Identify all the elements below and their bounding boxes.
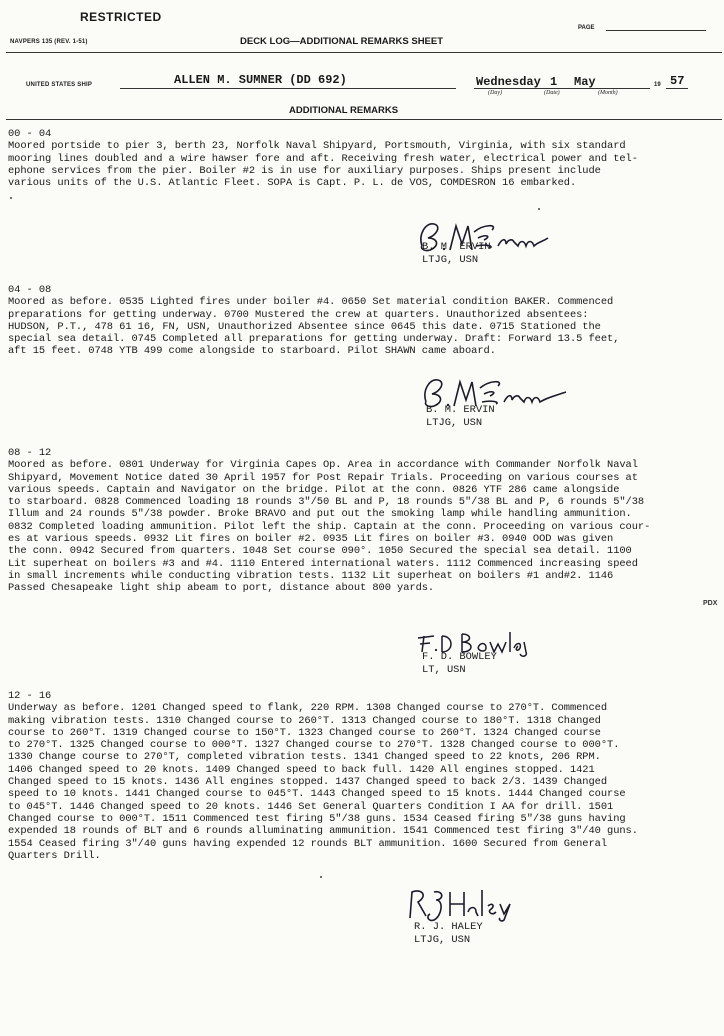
log-line: 1554 Ceased firing 3"/40 guns having expended 12 rounds BLT ammunition. 1600 Secured from General	[8, 837, 608, 850]
log-line: 1406 Changed speed to 20 knots. 1409 Changed speed to back full. 1420 All engines stopped. 1421	[8, 763, 595, 776]
scan-speck	[538, 208, 540, 210]
watch-period: 00 - 04	[8, 128, 52, 140]
date-caption: (Date)	[544, 90, 560, 96]
watch-entry-04-08	[8, 284, 720, 358]
month-value: May	[574, 75, 596, 89]
log-line: speed to 10 knots. 1441 Changed course to 045°T. 1443 Changed speed to 15 knots. 1444 Changed course	[8, 788, 626, 801]
log-line: various speeds. Captain and Navigator on the bridge. Pilot at the conn. 0826 YTF 286 came alongside	[8, 483, 620, 496]
year-line	[666, 88, 688, 89]
log-line: ephone services from the pier. Boiler #2 is in use for auxiliary purposes. Ships present include	[8, 164, 601, 177]
log-line: expended 18 rounds of BLT and 6 rounds alluminating ammunition. 1541 Commenced test firing 3"/40 guns.	[8, 825, 638, 838]
log-line: various units of the U.S. Atlantic Fleet. SOPA is Capt. P. L. de VOS, COMDESRON 16 embarked.	[8, 177, 577, 190]
classification-label: RESTRICTED	[80, 10, 162, 24]
signer-name: B. M. ERVIN	[426, 404, 495, 416]
signer-rank: LTJG, USN	[426, 417, 483, 429]
log-line: preparations for getting underway. 0700 Mustered the crew at quarters. Unauthorized absentees:	[8, 308, 589, 321]
year-value: 57	[670, 74, 685, 88]
log-line: making vibration tests. 1310 Changed course to 260°T. 1313 Changed course to 180°T. 1318 Changed	[8, 714, 601, 727]
form-number: NAVPERS 135 (REV. 1-51)	[10, 39, 88, 45]
signer-rank: LTJG, USN	[414, 934, 471, 946]
log-line: HUDSON, P.T., 478 61 16, FN, USN, Unauthorized Absentee since 0645 this date. 0715 Stationed the	[8, 320, 601, 333]
signer-name: B. M. ERVIN	[422, 241, 491, 253]
signer-rank: LTJG, USN	[422, 254, 479, 266]
log-line: es at various speeds. 0932 Lit fires on boiler #2. 0935 Lit fires on boiler #3. 0940 OOD was given	[8, 533, 614, 546]
log-line: Passed Chesapeake light ship abeam to port, distance about 800 yards.	[8, 582, 435, 595]
log-line: in small increments while conducting vibration tests. 1132 Lit superheat on boilers #1 and#2. 1146	[8, 569, 614, 582]
log-line: to 270°T. 1325 Changed course to 000°T. 1327 Changed course to 270°T. 1328 Changed course to 000°T.	[8, 739, 620, 752]
log-line: Underway as before. 1201 Changed speed to flank, 220 RPM. 1308 Changed course to 270°T. Commenced	[8, 702, 608, 715]
log-line: Changed speed to 15 knots. 1436 All engines stopped. 1437 Changed speed to back 2/3. 1439 Changed	[8, 776, 608, 789]
page-label: PAGE	[578, 25, 595, 31]
log-line: to starboard. 0828 Commenced loading 18 rounds 3"/50 BL and P, 18 rounds 5"/38 BL and P, 6 rounds 5"/38	[8, 496, 645, 509]
signer-rank: LT, USN	[422, 664, 466, 676]
watch-entry-00-04	[8, 128, 720, 189]
log-line: Changed course to 000°T. 1511 Commenced test firing 5"/38 guns. 1534 Ceased firing 5"/38 guns having	[8, 812, 626, 825]
ship-label: UNITED STATES SHIP	[26, 82, 93, 88]
watch-period: 08 - 12	[8, 447, 52, 459]
log-line: aft 15 feet. 0748 YTB 499 come alongside to starboard. Pilot SHAWN came aboard.	[8, 345, 496, 358]
log-line: mooring lines doubled and a wire hawser fore and aft. Receiving fresh water, electrical power and tel-	[8, 152, 638, 165]
sheet-title: DECK LOG—ADDITIONAL REMARKS SHEET	[240, 36, 444, 47]
log-line: Lit superheat on boilers #3 and #4. 1110 Entered international waters. 1112 Commenced increasing speed	[8, 557, 638, 570]
scan-speck	[320, 876, 322, 878]
watch-period: 12 - 16	[8, 690, 52, 702]
watch-entry-08-12	[8, 447, 720, 595]
watch-period: 04 - 08	[8, 284, 52, 296]
date-value: 1	[550, 75, 558, 89]
ship-name-line	[120, 88, 456, 89]
log-line: Quarters Drill.	[8, 849, 101, 862]
log-line: Illum and 24 rounds 5"/38 powder. Broke BRAVO and put out the smoking lamp while handling ammunition.	[8, 508, 632, 521]
log-line: course to 260°T. 1319 Changed course to 150°T. 1323 Changed course to 260°T. 1324 Changed course	[8, 726, 601, 739]
watch-entry-12-16	[8, 690, 720, 862]
header-rule	[6, 52, 722, 53]
log-line: Moored as before. 0535 Lighted fires under boiler #4. 0650 Set material condition BAKER. Commenced	[8, 296, 614, 309]
ship-name: ALLEN M. SUMNER (DD 692)	[174, 73, 347, 87]
log-line: special sea detail. 0745 Completed all preparations for getting underway. Draft: Forward 13.5 feet,	[8, 333, 620, 346]
year-prefix: 19	[654, 82, 661, 88]
section-rule	[6, 119, 722, 120]
scan-speck	[10, 197, 12, 199]
signer-name: R. J. HALEY	[414, 921, 483, 933]
month-caption: (Month)	[598, 90, 618, 96]
log-line: Shipyard, Movement Notice dated 30 April 1957 for Post Repair Trials. Proceeding on various courses at	[8, 471, 638, 484]
page-number-line	[606, 30, 706, 31]
log-line: 1330 Change course to 270°T, completed vibration tests. 1341 Changed speed to 22 knots, 206 RPM.	[8, 751, 601, 764]
log-line: 0832 Completed loading ammunition. Pilot left the ship. Captain at the conn. Proceeding on various cour-	[8, 520, 651, 533]
log-line: Moored portside to pier 3, berth 23, Norfolk Naval Shipyard, Portsmouth, Virginia, with six standard	[8, 140, 626, 153]
log-line: the conn. 0942 Secured from quarters. 1048 Set course 090°. 1050 Secured the special sea detail. 1100	[8, 545, 632, 558]
day-value: Wednesday	[476, 75, 541, 89]
margin-note: PDX	[703, 600, 718, 607]
signature-haley	[404, 886, 524, 922]
log-line: Moored as before. 0801 Underway for Virginia Capes Op. Area in accordance with Commander Norfolk Naval	[8, 459, 638, 472]
log-line: to 045°T. 1446 Changed speed to 20 knots. 1446 Set General Quarters Condition I AA for drill. 1501	[8, 800, 614, 813]
signer-name: F. D. BOWLEY	[422, 651, 497, 663]
day-caption: (Day)	[488, 90, 502, 96]
section-title: ADDITIONAL REMARKS	[289, 105, 399, 116]
